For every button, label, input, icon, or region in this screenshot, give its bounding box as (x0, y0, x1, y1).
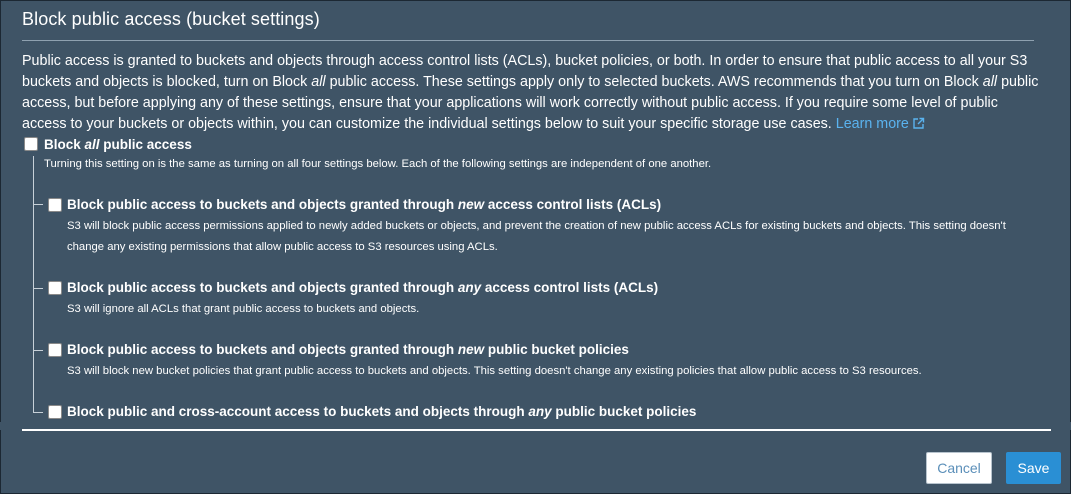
option-any-policies-checkbox[interactable] (48, 405, 62, 419)
option-new-policies-checkbox[interactable] (48, 343, 62, 357)
option-new-acls-checkbox[interactable] (48, 198, 62, 212)
cancel-button[interactable]: Cancel (926, 452, 992, 484)
learn-more-link[interactable]: Learn more (836, 116, 925, 132)
tree-branch (33, 350, 43, 351)
option-new-acls-label: Block public access to buckets and objects granted through new access control lists (ACLs) (67, 197, 662, 212)
dialog-title: Block public access (bucket settings) (22, 9, 320, 29)
block-all-checkbox[interactable] (24, 137, 38, 151)
title-divider (22, 40, 1034, 41)
option-new-policies-description: S3 will block new bucket policies that grant public access to buckets and objects. This setting doesn't change any existing policies that allow public access to S3 resources. (67, 365, 922, 377)
option-new-acls-description: S3 will block public access permissions applied to newly added buckets or objects, and prevent the creation of new public access ACLs for existing buckets and objects. This setting doesn't change any existing permissions that allow public access to S3 resources using ACLs. (67, 220, 1006, 253)
block-all-note: Turning this setting on is the same as turning on all four settings below. Each of the following settings are independent of one another. (44, 158, 712, 170)
save-button[interactable]: Save (1006, 452, 1061, 484)
option-any-acls-description: S3 will ignore all ACLs that grant public access to buckets and objects. (67, 303, 420, 315)
option-any-acls-checkbox[interactable] (48, 281, 62, 295)
external-link-icon (912, 116, 925, 137)
tree-branch (33, 412, 43, 413)
block-all-label: Block all public access (44, 137, 192, 152)
intro-text: Public access is granted to buckets and objects through access control lists (ACLs), bucket policies, or both. In order to ensure that public access to all your S3 buckets and objects is blocked, turn on Block all public access. These settings apply only to selected buckets. AWS recommends that you turn on Block all public access, but before applying any of these settings, ensure that your applications will work correctly without public access. If you require some level of public access to your buckets or objects within, you can customize the individual settings below to suit your specific storage use cases. Learn more (22, 51, 1042, 137)
tree-line (33, 156, 34, 412)
tree-branch (33, 204, 43, 205)
footer-divider (22, 429, 1051, 431)
option-any-policies-label: Block public and cross-account access to buckets and objects through any public bucket policies (67, 404, 697, 419)
tree-branch (33, 288, 43, 289)
option-any-acls-label: Block public access to buckets and objects granted through any access control lists (ACLs) (67, 280, 659, 295)
option-new-policies-label: Block public access to buckets and objects granted through new public bucket policies (67, 342, 629, 357)
